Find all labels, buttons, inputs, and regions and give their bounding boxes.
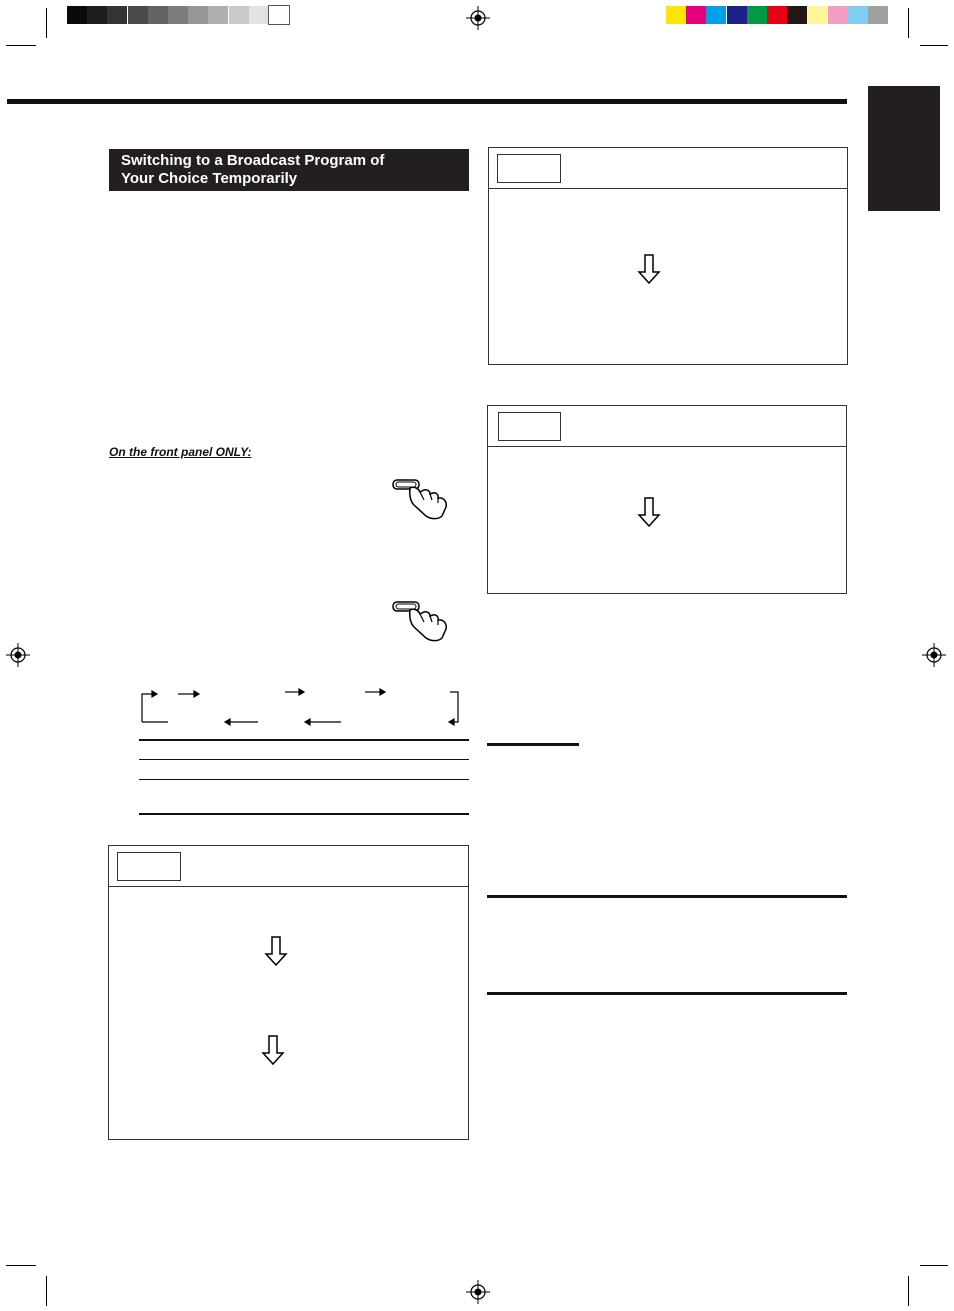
crop-mark-bottom-left-h	[6, 1265, 36, 1266]
hollow-down-arrow-icon	[638, 497, 660, 527]
finger-pressing-button-icon	[392, 600, 452, 642]
color-swatch	[868, 6, 888, 24]
color-swatch	[767, 6, 787, 24]
crosshair-target-icon	[6, 643, 30, 667]
grayscale-swatch	[128, 6, 148, 24]
crosshair-target-icon	[466, 1280, 490, 1304]
hollow-down-arrow-icon	[638, 254, 660, 284]
section-title-line1: Switching to a Broadcast Program of	[121, 152, 385, 169]
crosshair-target-icon	[466, 6, 490, 30]
header-rule	[7, 99, 847, 104]
display-panel-2	[487, 405, 847, 594]
section-title-line2: Your Choice Temporarily	[121, 170, 298, 187]
crop-mark-top-right-v	[908, 8, 909, 38]
grayscale-swatch	[188, 6, 208, 24]
color-swatch	[706, 6, 726, 24]
color-swatch	[807, 6, 827, 24]
crop-mark-bottom-left-v	[46, 1276, 47, 1306]
panel-label-box	[117, 852, 181, 881]
grayscale-swatch	[87, 6, 107, 24]
color-swatch	[727, 6, 747, 24]
grayscale-swatch	[107, 6, 127, 24]
crop-mark-top-right-h	[920, 45, 948, 46]
crop-mark-top-left-v	[46, 8, 47, 38]
front-panel-note: On the front panel ONLY:	[109, 445, 252, 459]
table-rule-row1	[139, 759, 469, 760]
hollow-down-arrow-icon	[262, 1035, 284, 1065]
hollow-down-arrow-icon	[265, 936, 287, 966]
panel-label-box	[498, 412, 561, 441]
color-swatch	[787, 6, 807, 24]
panel-label-box	[497, 154, 561, 183]
grayscale-swatch	[229, 6, 249, 24]
notes-heading-underline	[487, 743, 579, 746]
crosshair-target-icon	[922, 643, 946, 667]
table-rule-top	[139, 739, 469, 741]
crop-mark-bottom-right-h	[920, 1265, 948, 1266]
grayscale-swatch	[208, 6, 228, 24]
grayscale-swatch	[249, 6, 269, 24]
section-rule-1	[487, 895, 847, 898]
cycle-sequence-arrow-icon	[140, 686, 462, 726]
section-title-box	[109, 149, 469, 191]
crop-mark-top-left-h	[6, 45, 36, 46]
side-language-tab	[868, 86, 940, 211]
color-swatch	[828, 6, 848, 24]
color-swatch	[848, 6, 868, 24]
color-swatch	[666, 6, 686, 24]
color-swatch	[747, 6, 767, 24]
grayscale-swatch	[148, 6, 168, 24]
table-rule-bottom	[139, 813, 469, 815]
grayscale-swatch	[168, 6, 188, 24]
table-rule-row2	[139, 779, 469, 780]
display-panel-1	[488, 147, 848, 365]
crop-mark-bottom-right-v	[908, 1276, 909, 1306]
finger-pressing-button-icon	[392, 478, 452, 520]
color-swatch	[686, 6, 706, 24]
display-panel-3	[108, 845, 469, 1140]
grayscale-swatch	[269, 6, 289, 24]
section-rule-2	[487, 992, 847, 995]
grayscale-swatch	[67, 6, 87, 24]
section-title	[121, 152, 384, 188]
